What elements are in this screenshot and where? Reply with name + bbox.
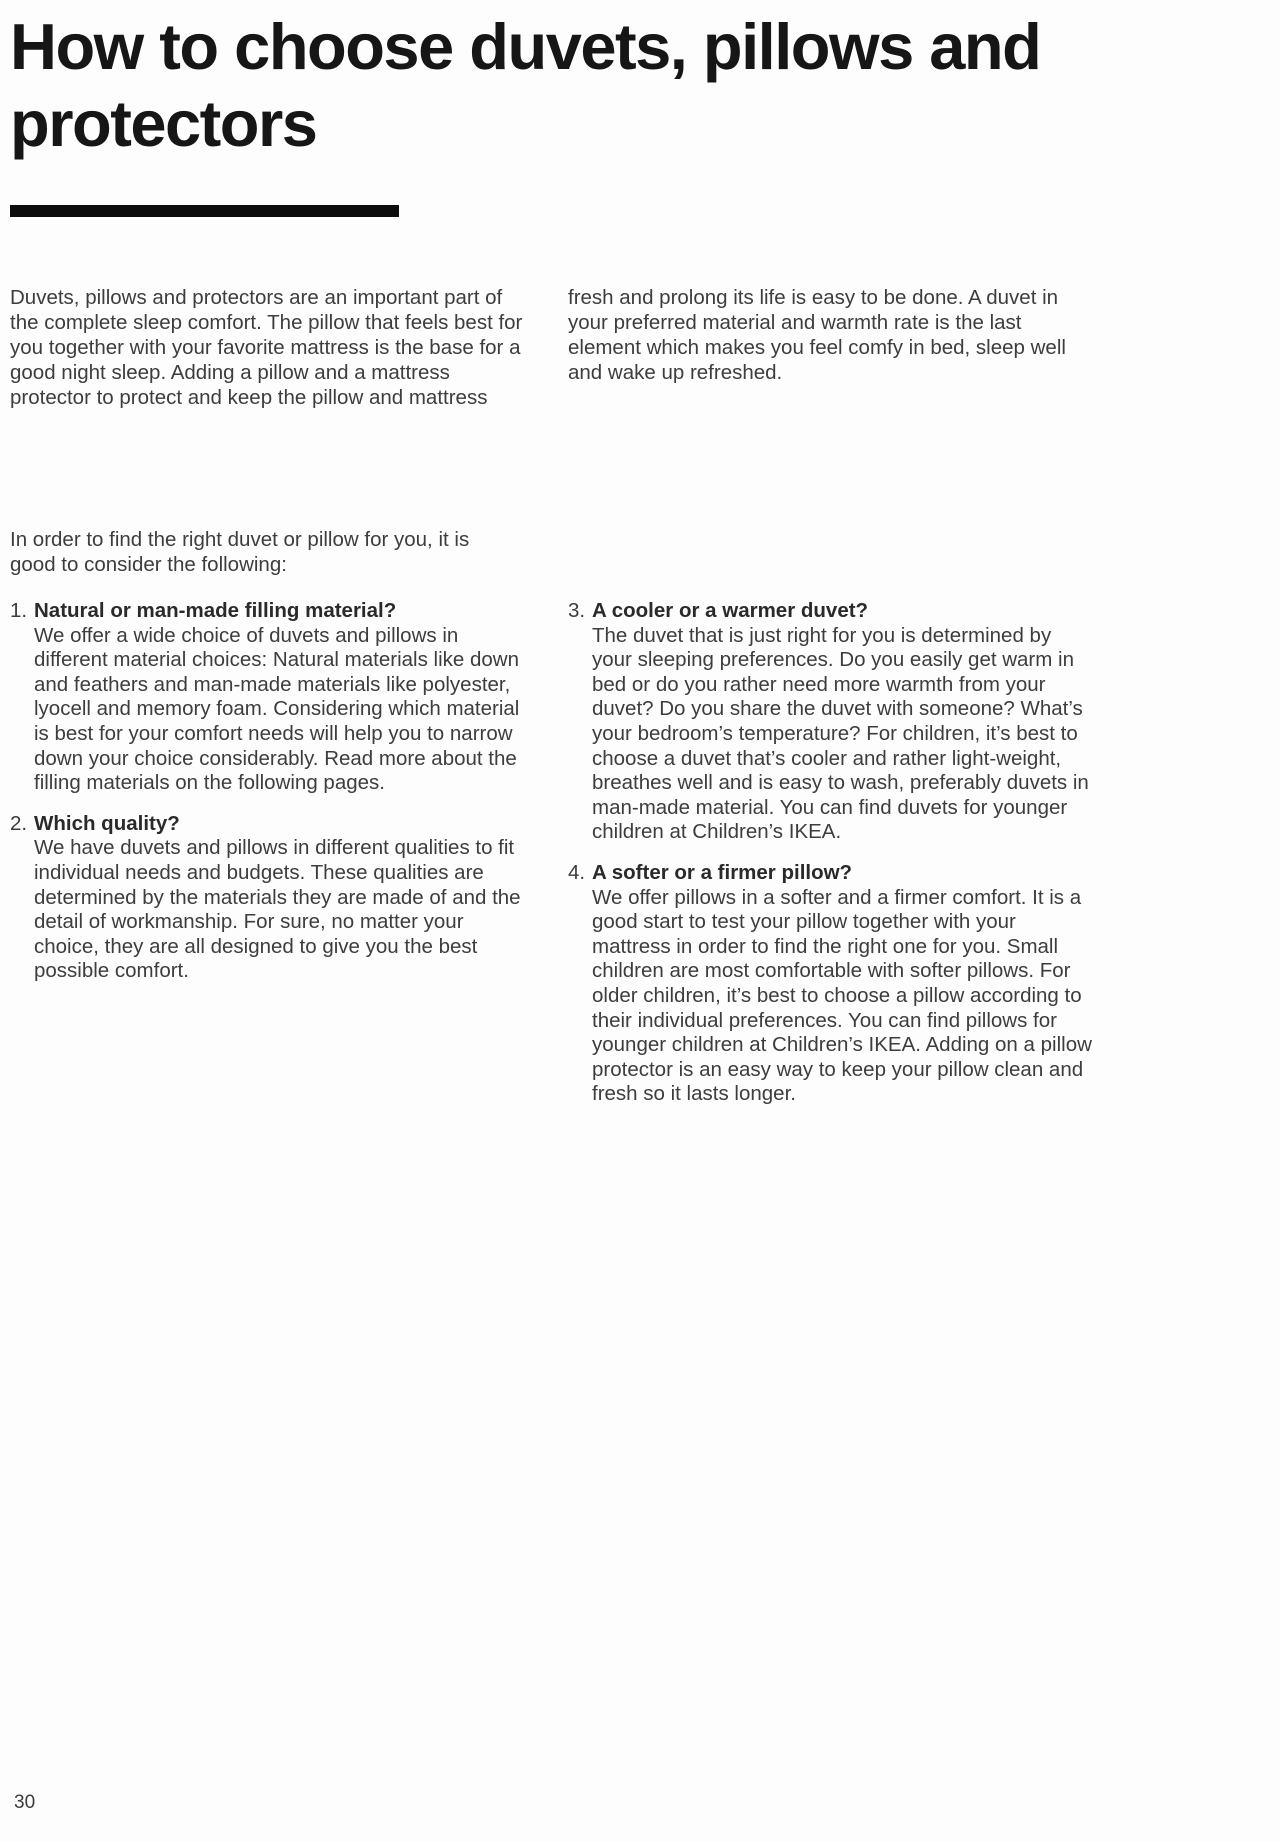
title-rule-divider [10, 205, 399, 217]
list-item-4-heading: A softer or a firmer pillow? [592, 860, 853, 884]
list-item-3 [568, 599, 1092, 845]
list-item-2-heading: Which quality? [34, 811, 180, 835]
list-item-1-body: We offer a wide choice of duvets and pillows in different material choices: Natural materials like down and feathers and man-made materials like polyester, lyocell and memory foam. Considering which material is best for your comfort needs will help you to narrow down your choice considerably. Read more about the filling materials on the following pages. [34, 623, 520, 795]
list-item-2-body: We have duvets and pillows in different qualities to fit individual needs and budgets. These qualities are determined by the materials they are made of and the detail of workmanship. For sure, no matter your choice, they are all designed to give you the best possible comfort. [34, 836, 521, 983]
list-item-1-number: 1. [10, 599, 28, 622]
list-item-4 [568, 861, 1092, 1107]
intro-section [10, 285, 1280, 410]
list-item-4-text [592, 861, 1092, 1107]
list-item-3-number: 3. [568, 599, 586, 622]
tips-column-right [568, 599, 1092, 1107]
tips-list [10, 599, 1280, 1107]
list-item-3-heading: A cooler or a warmer duvet? [592, 599, 869, 622]
list-item-2 [10, 812, 534, 984]
intro-paragraph-right: fresh and prolong its life is easy to be done. A duvet in your preferred material and warmth rate is the last element which makes you feel comfy in bed, sleep well and wake up refreshed. [568, 286, 1066, 384]
tips-column-left [10, 599, 534, 1107]
consider-intro-text: In order to find the right duvet or pillow for you, it is good to consider the following: [10, 528, 470, 576]
list-item-1-heading: Natural or man-made filling material? [34, 599, 397, 622]
page-number: 30 [14, 1792, 36, 1813]
list-item-3-body: The duvet that is just right for you is determined by your sleeping preferences. Do you easily get warm in bed or do you rather need more warmth from your duvet? Do you share the duvet with someone? What’s your bedroom’s temperature? For children, it’s best to choose a duvet that’s cooler and rather light-weight, breathes well and is easy to wash, preferably duvets in man-made material. You can find duvets for younger children at Children’s IKEA. [592, 623, 1089, 844]
list-item-1-text [34, 599, 534, 796]
list-item-3-text [592, 599, 1092, 845]
list-item-4-number: 4. [568, 860, 586, 884]
intro-paragraph-left: Duvets, pillows and protectors are an important part of the complete sleep comfort. The pillow that feels best for you together with your favorite mattress is the base for a good night sleep. Adding a pillow and a mattress protector to protect and keep the pillow and mattress [10, 286, 523, 409]
list-item-4-body: We offer pillows in a softer and a firmer comfort. It is a good start to test your pillow together with your mattress in order to find the right one for you. Small children are most comfortable with softer pillows. For older children, it’s best to choose a pillow according to their individual preferences. You can find pillows for younger children at Children’s IKEA. Adding on a pillow protector is an easy way to keep your pillow clean and fresh so it lasts longer. [592, 885, 1092, 1106]
page-title: How to choose duvets, pillows and protectors [10, 10, 1041, 160]
list-item-2-number: 2. [10, 811, 28, 835]
list-item-1 [10, 599, 534, 796]
list-item-2-text [34, 812, 534, 984]
